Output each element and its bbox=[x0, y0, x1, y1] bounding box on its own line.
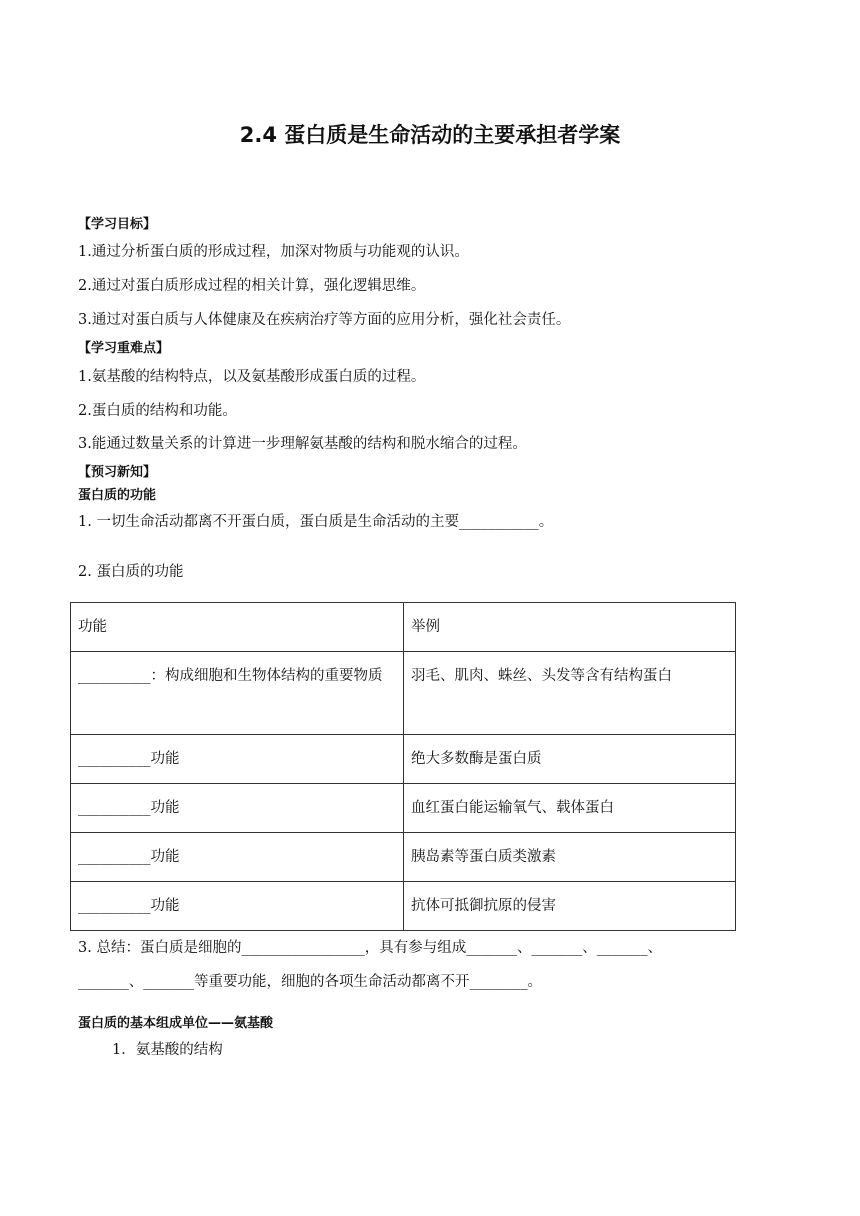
goal-item-2: 2.通过对蛋白质形成过程的相关计算，强化逻辑思维。 bbox=[78, 278, 426, 294]
key-point-item-3: 3.能通过数量关系的计算进一步理解氨基酸的结构和脱水缩合的过程。 bbox=[78, 436, 527, 452]
amino-acid-structure-item: 1．氨基酸的结构 bbox=[112, 1042, 223, 1058]
table-cell-example: 绝大多数酶是蛋白质 bbox=[404, 735, 736, 784]
table-row bbox=[71, 784, 736, 833]
goal-item-1: 1.通过分析蛋白质的形成过程，加深对物质与功能观的认识。 bbox=[78, 244, 469, 260]
page-title: 2.4 蛋白质是生命活动的主要承担者学案 bbox=[239, 123, 621, 147]
key-points-heading: 【学习重难点】 bbox=[78, 341, 170, 356]
table-row bbox=[71, 833, 736, 882]
table-header-cell: 功能 bbox=[71, 603, 404, 652]
table-cell-example: 羽毛、肌肉、蛛丝、头发等含有结构蛋白 bbox=[404, 652, 736, 735]
table-cell-function: __________功能 bbox=[71, 882, 404, 931]
protein-function-table bbox=[70, 602, 736, 931]
table-row bbox=[71, 652, 736, 735]
amino-acid-heading: 蛋白质的基本组成单位——氨基酸 bbox=[78, 1016, 274, 1031]
question-1: 1. 一切生命活动都离不开蛋白质，蛋白质是生命活动的主要___________。 bbox=[78, 514, 554, 530]
table-cell-example: 抗体可抵御抗原的侵害 bbox=[404, 882, 736, 931]
table-cell-function: __________功能 bbox=[71, 833, 404, 882]
table-row bbox=[71, 882, 736, 931]
table-header-cell: 举例 bbox=[404, 603, 736, 652]
table-header-row bbox=[71, 603, 736, 652]
table-row bbox=[71, 735, 736, 784]
key-point-item-1: 1.氨基酸的结构特点，以及氨基酸形成蛋白质的过程。 bbox=[78, 369, 426, 385]
table-cell-function: __________功能 bbox=[71, 735, 404, 784]
question-3-line-2: _______、_______等重要功能，细胞的各项生命活动都离不开________。 bbox=[78, 974, 542, 990]
protein-function-subheading: 蛋白质的功能 bbox=[78, 488, 157, 503]
goal-item-3: 3.通过对蛋白质与人体健康及在疾病治疗等方面的应用分析，强化社会责任。 bbox=[78, 312, 571, 328]
learning-goals-heading: 【学习目标】 bbox=[78, 217, 157, 232]
key-point-item-2: 2.蛋白质的结构和功能。 bbox=[78, 403, 237, 419]
table-cell-example: 胰岛素等蛋白质类激素 bbox=[404, 833, 736, 882]
question-2: 2. 蛋白质的功能 bbox=[78, 564, 184, 580]
table-cell-function: __________：构成细胞和生物体结构的重要物质 bbox=[71, 652, 404, 735]
table-cell-function: __________功能 bbox=[71, 784, 404, 833]
preview-heading: 【预习新知】 bbox=[78, 465, 157, 480]
question-3-line-1: 3. 总结：蛋白质是细胞的_________________，具有参与组成_______、_______、_______、 bbox=[78, 940, 662, 956]
table-cell-example: 血红蛋白能运输氧气、载体蛋白 bbox=[404, 784, 736, 833]
